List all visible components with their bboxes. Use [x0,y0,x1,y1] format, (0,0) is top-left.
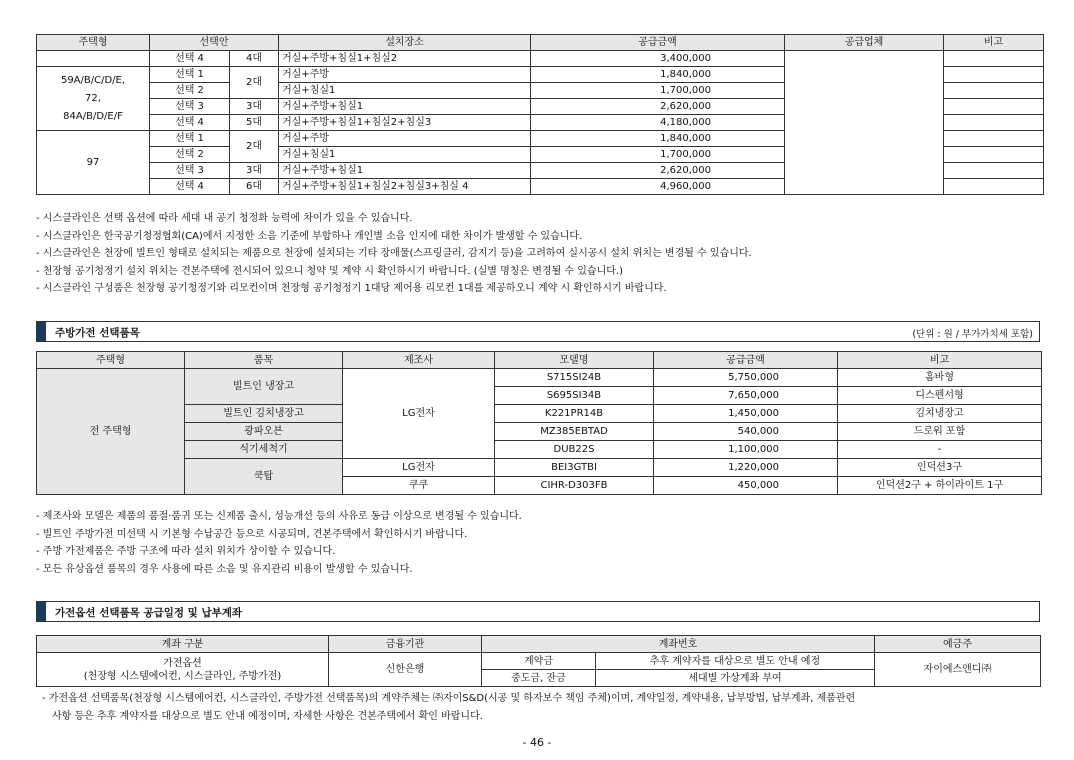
units-cell: 3대 [230,99,279,115]
remark-cell [944,131,1044,147]
item-oven: 광파오븐 [185,423,343,441]
remark-cell [944,163,1044,179]
model-cell: S695SI34B [495,387,654,405]
option-cell: 선택 3 [150,99,230,115]
option-cell: 선택 4 [150,179,230,195]
holder-cell: 자이에스앤디㈜ [875,653,1041,687]
price-cell: 1,220,000 [654,459,838,477]
location-cell: 거실+침실1 [279,83,531,99]
header-remark: 비고 [838,352,1042,369]
kitchen-appliance-table [36,351,1042,495]
section-payment-schedule [36,601,1040,622]
model-cell: S715SI24B [495,369,654,387]
supplier-cell [785,51,944,195]
option-cell: 선택 3 [150,163,230,179]
remark-cell [944,179,1044,195]
units-cell: 4대 [230,51,279,67]
section-title: 주방가전 선택품목 [55,327,140,339]
note-line: - 시스클라인은 한국공기청정협회(CA)에서 지정한 소음 기준에 부합하나 개인별 소음 인지에 대한 차이가 발생할 수 있습니다. [36,230,583,242]
note-line: - 빌트인 주방가전 미선택 시 기본형 수납공간 등으로 시공되며, 견본주택에서 확인하시기 바랍니다. [36,528,468,540]
model-cell: BEI3GTBI [495,459,654,477]
location-cell: 거실+주방 [279,131,531,147]
location-cell: 거실+주방 [279,67,531,83]
table-row [37,51,1044,67]
notes-purifier [36,210,752,298]
option-cell: 선택 2 [150,147,230,163]
price-cell: 1,700,000 [531,83,785,99]
note-line: - 시스클라인 구성품은 천장형 공기청정기와 리모컨이며 천장형 공기청정기 1대당 제어용 리모컨 1대를 제공하오니 계약 시 확인하시기 바랍니다. [36,283,667,294]
type-cell-prev [37,51,150,67]
payment-stage-cell: 계약금 [482,653,596,670]
item-dishwasher: 식기세척기 [185,441,343,459]
header-price: 공급금액 [531,35,785,51]
price-cell: 1,700,000 [531,147,785,163]
unit-note: (단위 : 원 / 부가가치세 포함) [912,329,1033,340]
item-cooktop: 쿡탑 [185,459,343,495]
header-price: 공급금액 [654,352,838,369]
section-kitchen-appliances [36,321,1040,342]
note-line: - 천장형 공기청정기 설치 위치는 견본주택에 전시되어 있으니 청약 및 계약 시 확인하시기 바랍니다. (실별 명칭은 변경될 수 있습니다.) [36,265,623,277]
header-model: 모델명 [495,352,654,369]
account-type-cell: 가전옵션 (천장형 시스템에어컨, 시스클라인, 주방가전) [37,653,329,687]
note-line: - 주방 가전제품은 주방 구조에 따라 설치 위치가 상이할 수 있습니다. [36,546,336,557]
note-line: - 제조사와 모델은 제품의 품절·품귀 또는 신제품 출시, 성능개선 등의 사유로 동급 이상으로 변경될 수 있습니다. [36,511,522,522]
maker-lg: LG전자 [343,459,495,477]
table-row [37,459,1042,477]
header-option: 선택안 [150,35,279,51]
payment-stage-cell: 중도금, 잔금 [482,670,596,687]
remark-cell: - [838,441,1042,459]
payment-account-table [36,635,1041,687]
location-cell: 거실+주방+침실1+침실2+침실3+침실 4 [279,179,531,195]
header-type: 주택형 [37,352,185,369]
maker-lg: LG전자 [343,369,495,459]
maker-cuckoo: 쿠쿠 [343,477,495,495]
model-cell: MZ385EBTAD [495,423,654,441]
section-title: 가전옵션 선택품목 공급일정 및 납부계좌 [55,607,243,619]
model-cell: CIHR-D303FB [495,477,654,495]
price-cell: 450,000 [654,477,838,495]
header-item: 품목 [185,352,343,369]
page-number: - 46 - [522,736,552,749]
notes-payment [42,690,855,725]
type-cell-97: 97 [37,131,150,195]
header-account-type: 계좌 구분 [37,636,329,653]
price-cell: 4,180,000 [531,115,785,131]
section-marker [37,322,46,341]
notes-kitchen [36,508,522,578]
type-cell-59-72-84: 59A/B/C/D/E, 72, 84A/B/D/E/F [37,67,150,131]
price-cell: 2,620,000 [531,163,785,179]
remark-cell: 드로워 포함 [838,423,1042,441]
account-info-cell: 추후 계약자를 대상으로 별도 안내 예정 [596,653,875,670]
model-cell: K221PR14B [495,405,654,423]
units-cell: 2대 [230,131,279,163]
model-cell: DUB22S [495,441,654,459]
header-bank: 금융기관 [329,636,482,653]
table-row [37,405,1042,423]
location-cell: 거실+침실1 [279,147,531,163]
option-cell: 선택 1 [150,131,230,147]
item-kimchi-fridge: 빌트인 김치냉장고 [185,405,343,423]
units-cell: 6대 [230,179,279,195]
units-cell: 2대 [230,67,279,99]
remark-cell: 홈바형 [838,369,1042,387]
ceiling-purifier-table [36,34,1044,195]
note-line: - 모든 유상옵션 품목의 경우 사용에 따른 소음 및 유지관리 비용이 발생할 수 있습니다. [36,563,413,575]
remark-cell [944,115,1044,131]
price-cell: 1,450,000 [654,405,838,423]
note-line: - 시스클라인은 선택 옵션에 따라 세대 내 공기 청정화 능력에 차이가 있을 수 있습니다. [36,213,413,224]
location-cell: 거실+주방+침실1 [279,99,531,115]
option-cell: 선택 2 [150,83,230,99]
account-info-cell: 세대별 가상계좌 부여 [596,670,875,687]
price-cell: 4,960,000 [531,179,785,195]
table-row [37,653,1041,670]
remark-cell [944,51,1044,67]
location-cell: 거실+주방+침실1 [279,163,531,179]
units-cell: 5대 [230,115,279,131]
header-type: 주택형 [37,35,150,51]
bank-cell: 신한은행 [329,653,482,687]
price-cell: 1,840,000 [531,67,785,83]
section-marker [37,602,46,621]
remark-cell: 김치냉장고 [838,405,1042,423]
price-cell: 1,840,000 [531,131,785,147]
note-line: - 시스클라인은 천장에 빌트인 형태로 설치되는 제품으로 천장에 설치되는 기타 장애물(스프링클러, 감지기 등)을 고려하여 실시공시 설치 위치는 변경될 수 있습니다. [36,248,752,259]
price-cell: 7,650,000 [654,387,838,405]
type-cell-all: 전 주택형 [37,369,185,495]
price-cell: 1,100,000 [654,441,838,459]
remark-cell: 인덕션2구 + 하이라이트 1구 [838,477,1042,495]
header-location: 설치장소 [279,35,531,51]
note-line: - 가전옵션 선택품목(천장형 시스템에어컨, 시스클라인, 주방가전 선택품목)의 계약주체는 ㈜자이S&D(시공 및 하자보수 책임 주체)이며, 계약일정, 계약내용, 납부방법, 납부계좌, 제품관련 [42,693,856,704]
table-row [37,423,1042,441]
remark-cell: 인덕션3구 [838,459,1042,477]
price-cell: 3,400,000 [531,51,785,67]
header-holder: 예금주 [875,636,1041,653]
header-account-number: 계좌번호 [482,636,875,653]
header-supplier: 공급업체 [785,35,944,51]
units-cell: 3대 [230,163,279,179]
table-row [37,369,1042,387]
location-cell: 거실+주방+침실1+침실2 [279,51,531,67]
price-cell: 5,750,000 [654,369,838,387]
price-cell: 2,620,000 [531,99,785,115]
remark-cell [944,67,1044,83]
price-cell: 540,000 [654,423,838,441]
remark-cell [944,147,1044,163]
note-line: 사항 등은 추후 계약자를 대상으로 별도 안내 예정이며, 자세한 사항은 견본주택에서 확인 바랍니다. [52,710,483,722]
location-cell: 거실+주방+침실1+침실2+침실3 [279,115,531,131]
header-remark: 비고 [944,35,1044,51]
item-fridge: 빌트인 냉장고 [185,369,343,405]
remark-cell [944,99,1044,115]
option-cell: 선택 4 [150,115,230,131]
remark-cell [944,83,1044,99]
option-cell: 선택 1 [150,67,230,83]
table-row [37,441,1042,459]
remark-cell: 디스펜서형 [838,387,1042,405]
option-cell: 선택 4 [150,51,230,67]
header-maker: 제조사 [343,352,495,369]
